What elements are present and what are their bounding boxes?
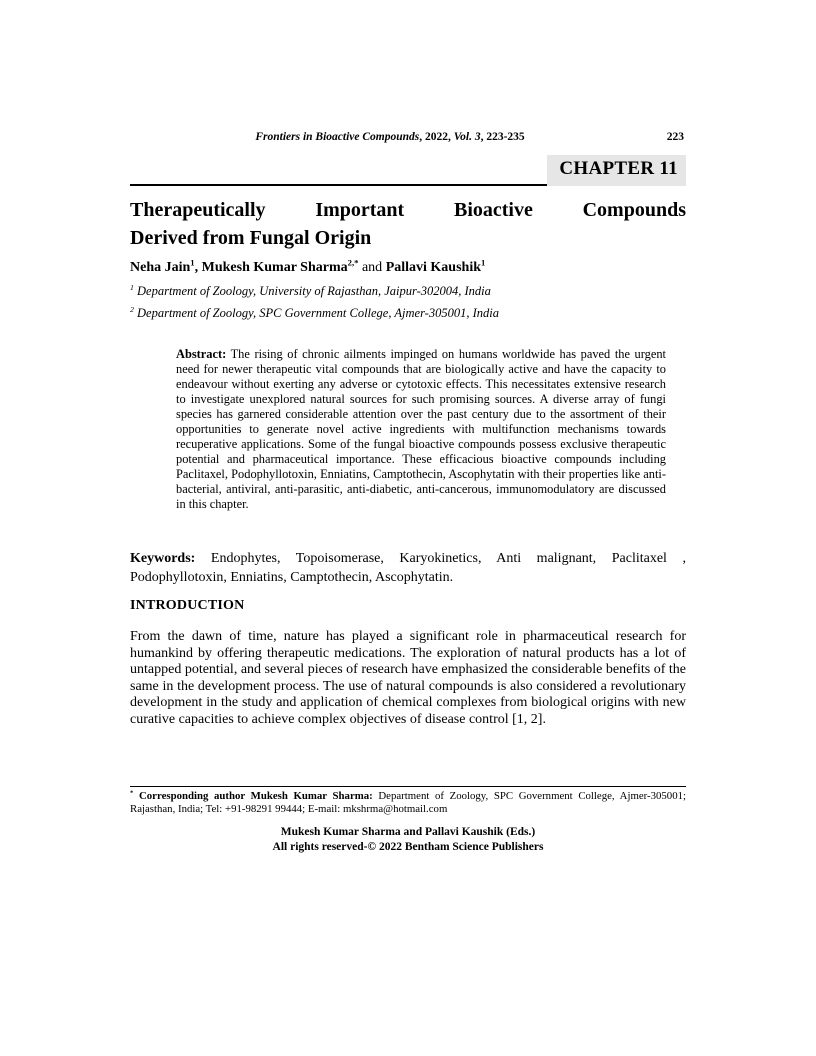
chapter-badge: CHAPTER 11: [547, 155, 686, 186]
footnote-label: Corresponding author Mukesh Kumar Sharma:: [133, 790, 373, 802]
author-name-2: Mukesh Kumar Sharma: [201, 260, 348, 275]
citation-pages: , 223-235: [480, 131, 525, 143]
journal-citation: [130, 131, 650, 143]
introduction-heading: INTRODUCTION: [130, 598, 245, 613]
affiliation-1-text: Department of Zoology, University of Rajasthan, Jaipur-302004, India: [133, 284, 491, 298]
authors-and-text: and: [358, 260, 386, 275]
author-name-3: Pallavi Kaushik: [385, 260, 481, 275]
affiliation-line-2: [130, 306, 686, 321]
footer-editors-line: Mukesh Kumar Sharma and Pallavi Kaushik (Eds.): [280, 826, 536, 838]
abstract-label: Abstract:: [176, 347, 227, 361]
footnote-text: Department of Zoology, SPC Government College, Ajmer-305001; Rajasthan, India; Tel: +91-98291 99444; E-mail: mkshrma@hotmail.com: [130, 790, 686, 815]
introduction-paragraph: From the dawn of time, nature has played a significant role in pharmaceutical research for humankind by offering therapeutic medications. The exploration of natural products has a lot of untapped potential, and several pieces of research have emphasized the considerable benefits of the same in the development process. The use of natural compounds is also considered a revolutionary development in the study and application of chemical complexes from biological origins with new curative capacities to achieve complex objectives of disease control [1, 2].: [130, 629, 686, 727]
footer-rights-line: All rights reserved-© 2022 Bentham Science Publishers: [272, 840, 544, 853]
affiliations-block: [130, 284, 686, 328]
paper-title: [130, 196, 686, 252]
title-line-2: Derived from Fungal Origin: [130, 227, 372, 249]
author-2-superscript: 2,*: [347, 257, 359, 268]
author-3-superscript: 1: [481, 257, 486, 268]
affiliation-2-superscript: 2: [130, 304, 134, 314]
corresponding-author-footnote: [130, 790, 686, 816]
keywords-label: Keywords:: [130, 551, 196, 566]
footnote-marker: *: [130, 789, 134, 797]
publisher-footer: [130, 825, 686, 854]
keywords-section: [130, 550, 686, 587]
citation-volume: Vol. 3: [453, 131, 481, 143]
author-name-1: Neha Jain: [130, 260, 191, 275]
citation-year: , 2022,: [419, 131, 454, 143]
authors-line: [130, 257, 686, 276]
footnote-divider-rule: [130, 786, 686, 787]
affiliation-2-text: Department of Zoology, SPC Government College, Ajmer-305001, India: [133, 306, 499, 320]
affiliation-1-superscript: 1: [130, 282, 134, 292]
abstract-section: [176, 347, 666, 511]
affiliation-line-1: [130, 284, 686, 299]
abstract-text: The rising of chronic ailments impinged on humans worldwide has paved the urgent need for newer therapeutic vital compounds that are biologically active and have the capacity to endeavour without exerting any adverse or cytotoxic effects. This necessitates extensive research to investigate unexplored natural sources for such promising sources. A diverse array of fungi species has garnered considerable attention over the past century due to the assortment of their opportunities to generate novel active ingredients with multifunction mechanisms towards recuperative applications. Some of the fungal bioactive compounds possess exclusive therapeutic potential and pharmaceutical importance. These efficacious bioactive compounds including Paclitaxel, Podophyllotoxin, Enniatins, Camptothecin, Ascophytatin with their properties like anti-bacterial, antiviral, anti-parasitic, anti-diabetic, anti-cancerous, immunomodulatory are discussed in this chapter.: [176, 347, 666, 511]
page-number: 223: [666, 131, 684, 143]
author-separator: ,: [194, 260, 202, 275]
author-1-superscript: 1: [190, 257, 195, 268]
keywords-text: Endophytes, Topoisomerase, Karyokinetics, Anti malignant, Paclitaxel , Podophyllotoxin, Enniatins, Camptothecin, Ascophytatin.: [130, 551, 686, 585]
journal-name: Frontiers in Bioactive Compounds: [255, 131, 420, 143]
title-line-1: Therapeutically Important Bioactive Compounds: [130, 199, 686, 221]
